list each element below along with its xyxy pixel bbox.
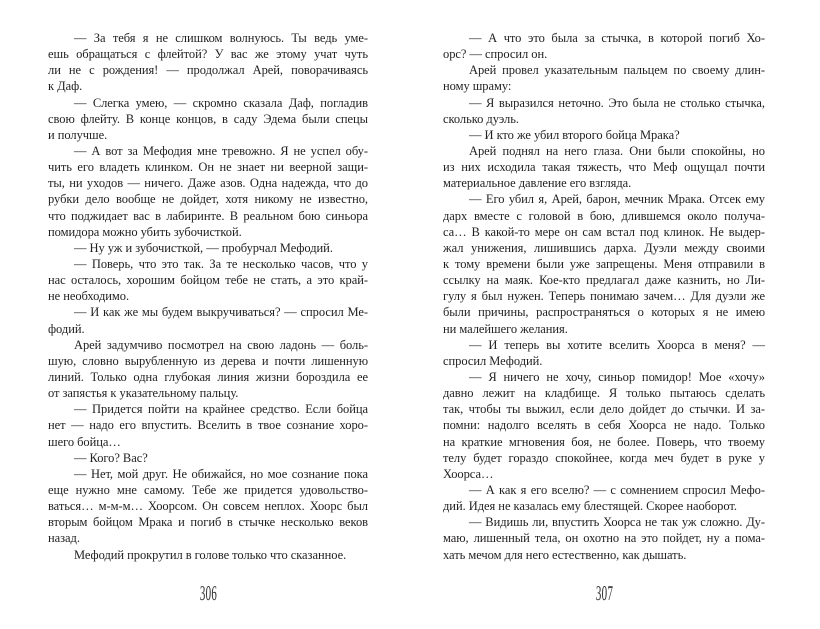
text-line: маю, лишенный тела, он охотно на это пойдет, ну а пома- bbox=[443, 531, 765, 546]
page-number-right bbox=[443, 581, 765, 606]
text-line: Мефодий прокрутил в голове только что сказанное. bbox=[74, 547, 347, 562]
text-line: ваться… м-м-м… Хоорсом. Он совсем неплох. Хоорс был bbox=[48, 499, 368, 514]
text-line: еще нужно мне самому. Тебе же придется удовольство- bbox=[48, 482, 368, 497]
text-line: вторым бойцом Мрака и погиб в стычке несколько веков bbox=[48, 515, 368, 530]
text-line: — За тебя я не слишком волнуюсь. Ты ведь уме- bbox=[74, 31, 368, 45]
text-line: помни: надолго вселять в себя Хоорса не надо. Только bbox=[443, 418, 765, 433]
text-line: — И кто же убил второго бойца Мрака? bbox=[469, 127, 680, 142]
text-line: линий. Только одна глубокая линия жизни бороздила ее bbox=[48, 369, 368, 384]
page-text-right bbox=[443, 30, 765, 563]
text-line: — И как же мы будем выкручиваться? — спросил Ме- bbox=[74, 305, 368, 320]
text-line: — Ну уж и зубочисткой, — пробурчал Мефодий. bbox=[74, 240, 333, 255]
text-line: ному шраму: bbox=[443, 79, 512, 94]
text-line: назад. bbox=[48, 531, 80, 546]
book-page-right bbox=[443, 30, 765, 615]
text-line: на краткие мгновения боя, не более. Поверь, что твоему bbox=[443, 434, 765, 449]
text-line: чить его владеть клинком. Он не знает ни веерной защи- bbox=[48, 160, 368, 175]
text-line: так, чтобы ты выжил, если дело дойдет до стычки. И за- bbox=[443, 402, 765, 417]
text-line: ты, ни уходов — ничего. Даже азов. Одна надежда, что до bbox=[48, 176, 368, 191]
text-line: материальное давление его взгляда. bbox=[443, 176, 632, 191]
text-line: шего бойца… bbox=[48, 434, 121, 449]
text-line: — А вот за Мефодия мне тревожно. Я не успел обу- bbox=[74, 143, 368, 158]
text-line: давно лежит на кладбище. Я только пытаюсь сделать bbox=[443, 386, 765, 401]
text-line: ссылку на маяк. Кое-кто предлагал даже казнить, но Ли- bbox=[443, 273, 765, 288]
text-line: спросил Мефодий. bbox=[443, 353, 543, 368]
text-line: Арей поднял на него глаза. Они были спокойны, но bbox=[469, 143, 765, 158]
text-line: к тому времени были уже запрещены. Меня отправили в bbox=[443, 256, 765, 271]
text-line: телу будет гораздо спокойнее, когда меч будет в руке у bbox=[443, 450, 765, 465]
text-line: Арей провел указательным пальцем по своему длин- bbox=[469, 63, 765, 78]
text-line: дий. Идея не казалась ему блестящей. Скорее наоборот. bbox=[443, 499, 737, 514]
book-page-left bbox=[48, 30, 368, 615]
text-line: — Я выразился неточно. Это была не столько стычка, bbox=[469, 95, 765, 110]
text-line: свою флейту. В конце концов, в саду Эдема были спецы bbox=[48, 111, 368, 126]
text-line: — Нет, мой друг. Не обижайся, но мое сознание пока bbox=[74, 466, 368, 481]
text-line: — Я ничего не хочу, синьор помидор! Мое «хочу» bbox=[469, 369, 765, 384]
page-text-left bbox=[48, 30, 368, 563]
text-line: сколько дуэль. bbox=[443, 111, 519, 126]
page-number-value: 307 bbox=[595, 581, 613, 605]
text-line: Хоорса… bbox=[443, 466, 494, 481]
text-line: не необходимо. bbox=[48, 289, 130, 304]
text-line: дарх вместе с головой в бою, длившемся около получа- bbox=[443, 208, 765, 223]
text-line: — Видишь ли, впустить Хоорса не так уж сложно. Ду- bbox=[469, 515, 765, 530]
text-line: ешь обращаться с флейтой? У вас же этому учат чуть bbox=[48, 47, 368, 62]
text-line: — Слегка умею, — скромно сказала Даф, погладив bbox=[74, 95, 368, 110]
text-line: нас осталось, хорошим бойцом тебе не стать, а это край- bbox=[48, 273, 368, 288]
text-line: хать мечом для него естественно, как дышать. bbox=[443, 547, 687, 562]
text-line: — Придется пойти на крайнее средство. Если бойца bbox=[74, 402, 368, 417]
text-line: фодий. bbox=[48, 321, 85, 336]
text-line: орс? — спросил он. bbox=[443, 47, 548, 62]
text-line: и получше. bbox=[48, 127, 108, 142]
text-line: рубки дело вообще не дойдет, хотя никому не известно, bbox=[48, 192, 368, 207]
text-line: Арей задумчиво посмотрел на свою ладонь — боль- bbox=[74, 337, 368, 352]
text-line: нет — надо его впустить. Вселить в твое сознание хоро- bbox=[48, 418, 368, 433]
text-line: были причины, распространяться о которых я не имею bbox=[443, 305, 765, 320]
text-line: ни малейшего желания. bbox=[443, 321, 568, 336]
text-line: что поджидает вас в лабиринте. В реальном бою синьора bbox=[48, 208, 368, 223]
text-line: из них исходила такая тяжесть, что Меф ощущал почти bbox=[443, 160, 765, 175]
page-number-value: 306 bbox=[199, 581, 217, 605]
text-line: к Даф. bbox=[48, 79, 83, 94]
page-number-left bbox=[48, 581, 368, 606]
text-line: гулу я был нужен. Теперь понимаю зачем… Для дуэли же bbox=[443, 289, 765, 304]
text-line: са… В какой-то мере он сам встал под клинок. Не выдер- bbox=[443, 224, 765, 239]
text-line: помидора можно убить зубочисткой. bbox=[48, 224, 242, 239]
text-line: — Поверь, что это так. За те несколько часов, что у bbox=[74, 256, 368, 271]
text-line: — Кого? Вас? bbox=[74, 450, 148, 465]
text-line: жал унижения, лишившись дарха. Дуэли между своими bbox=[443, 240, 765, 255]
text-line: — А как я его вселю? — с сомнением спросил Мефо- bbox=[469, 482, 765, 497]
text-line: ли не с рождения! — продолжал Арей, поворачиваясь bbox=[48, 63, 368, 78]
text-line: шую, словно вырубленную из дерева и почти лишенную bbox=[48, 353, 368, 368]
text-line: — Его убил я, Арей, барон, мечник Мрака. Отсек ему bbox=[469, 192, 765, 207]
text-line: от запястья к указательному пальцу. bbox=[48, 386, 239, 401]
text-line: — И теперь вы хотите вселить Хоорса в меня? — bbox=[469, 337, 765, 352]
text-line: — А что это была за стычка, в которой погиб Хо- bbox=[469, 31, 765, 45]
